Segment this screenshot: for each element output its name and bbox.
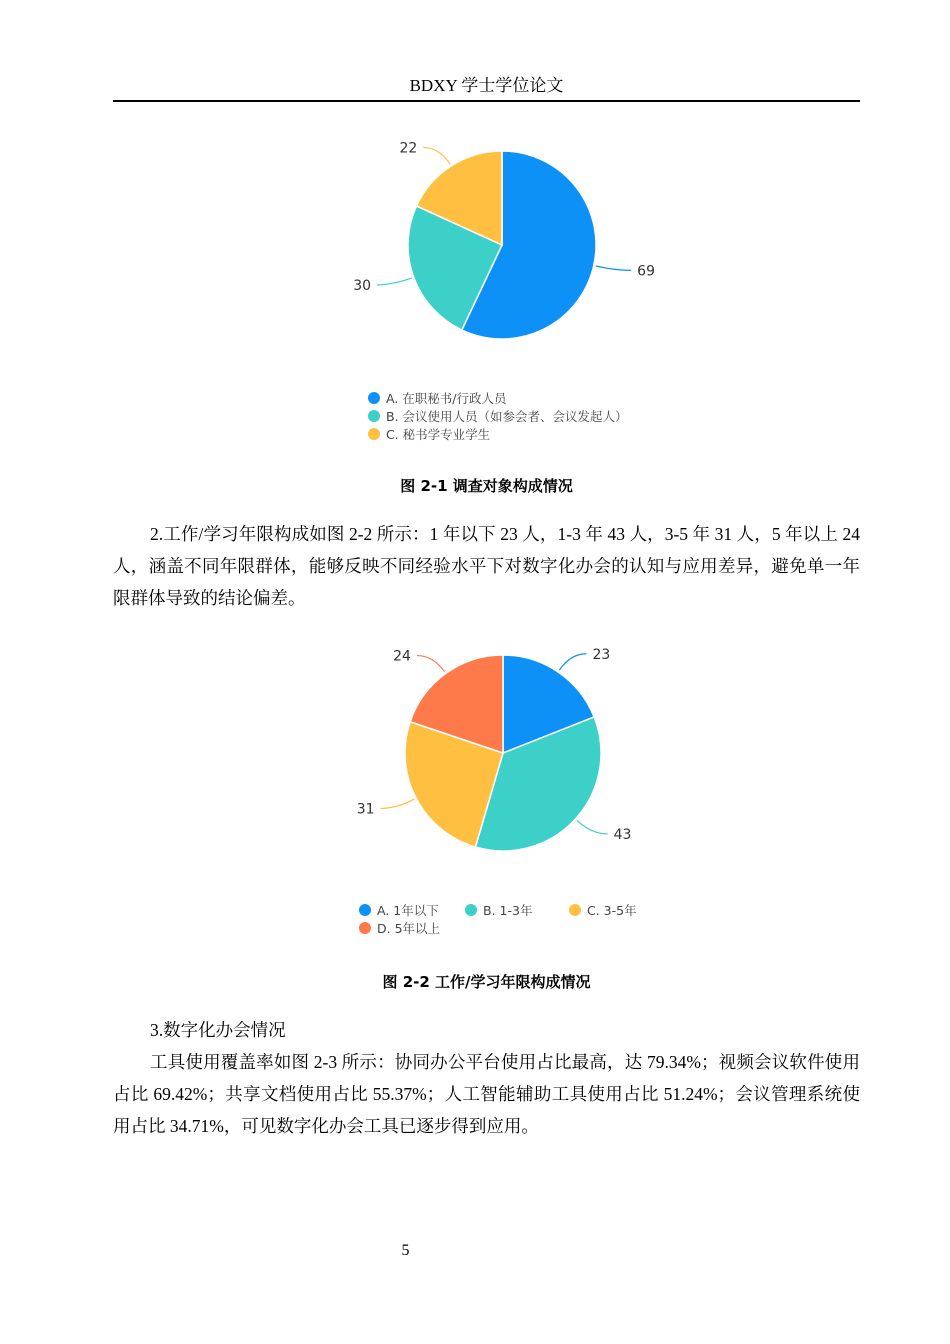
legend-label-2: C. 3-5年 <box>587 903 637 918</box>
header-rule <box>113 100 860 102</box>
legend-marker-2 <box>569 904 581 916</box>
pie-leader-line-2 <box>423 147 450 164</box>
pie-data-label-3: 24 <box>393 648 411 665</box>
pie-data-label-1: 30 <box>353 277 372 294</box>
paragraph-work-years: 2.工作/学习年限构成如图 2-2 所示：1 年以下 23 人，1-3 年 43 人，3-5 年 31 人，5 年以上 24 人，涵盖不同年限群体，能够反映不同经验水平下对数字化办会的认知与应用差异，避免单一年限群体导致的结论偏差。 <box>113 524 860 608</box>
legend-marker-1 <box>368 410 380 422</box>
pie-data-label-2: 31 <box>356 801 375 818</box>
legend-marker-0 <box>368 392 380 404</box>
page-header-title: BDXY 学士学位论文 <box>409 76 564 95</box>
legend-label-0: A. 1年以下 <box>377 903 439 918</box>
legend-marker-0 <box>359 904 371 916</box>
pie-data-label-2: 22 <box>399 140 418 157</box>
legend-label-3: D. 5年以上 <box>377 921 441 936</box>
pie-leader-line-0 <box>596 266 632 270</box>
legend-label-1: B. 会议使用人员（如参会者、会议发起人） <box>386 409 628 424</box>
pie-leader-line-1 <box>377 278 412 285</box>
pie-data-label-0: 23 <box>592 646 611 663</box>
pie-data-label-1: 43 <box>613 826 632 843</box>
pie-chart-work-years <box>0 630 950 950</box>
section-heading-digital-meeting: 3.数字化办会情况 <box>150 1020 286 1040</box>
pie-data-label-0: 69 <box>637 263 656 280</box>
pie-leader-line-0 <box>559 654 586 671</box>
figure-caption-2-1: 图 2-1 调查对象构成情况 <box>400 477 573 495</box>
page-number: 5 <box>401 1242 410 1259</box>
legend-label-1: B. 1-3年 <box>483 903 533 918</box>
legend-label-0: A. 在职秘书/行政人员 <box>386 391 507 406</box>
pie-chart-survey-composition <box>0 120 950 450</box>
legend-marker-2 <box>368 428 380 440</box>
paragraph-tool-usage: 工具使用覆盖率如图 2-3 所示：协同办公平台使用占比最高，达 79.34%；视频会议软件使用占比 69.42%；共享文档使用占比 55.37%；人工智能辅助工具使用占比 51.24%；会议管理系统使用占比 34.71%，可见数字化办会工具已逐步得到应用。 <box>113 1052 860 1136</box>
legend-label-2: C. 秘书学专业学生 <box>386 427 491 442</box>
legend-marker-3 <box>359 922 371 934</box>
pie-leader-line-1 <box>577 820 608 833</box>
pie-leader-line-2 <box>381 799 415 808</box>
figure-caption-2-2: 图 2-2 工作/学习年限构成情况 <box>382 973 591 991</box>
pie-leader-line-3 <box>417 656 445 672</box>
legend-marker-1 <box>465 904 477 916</box>
